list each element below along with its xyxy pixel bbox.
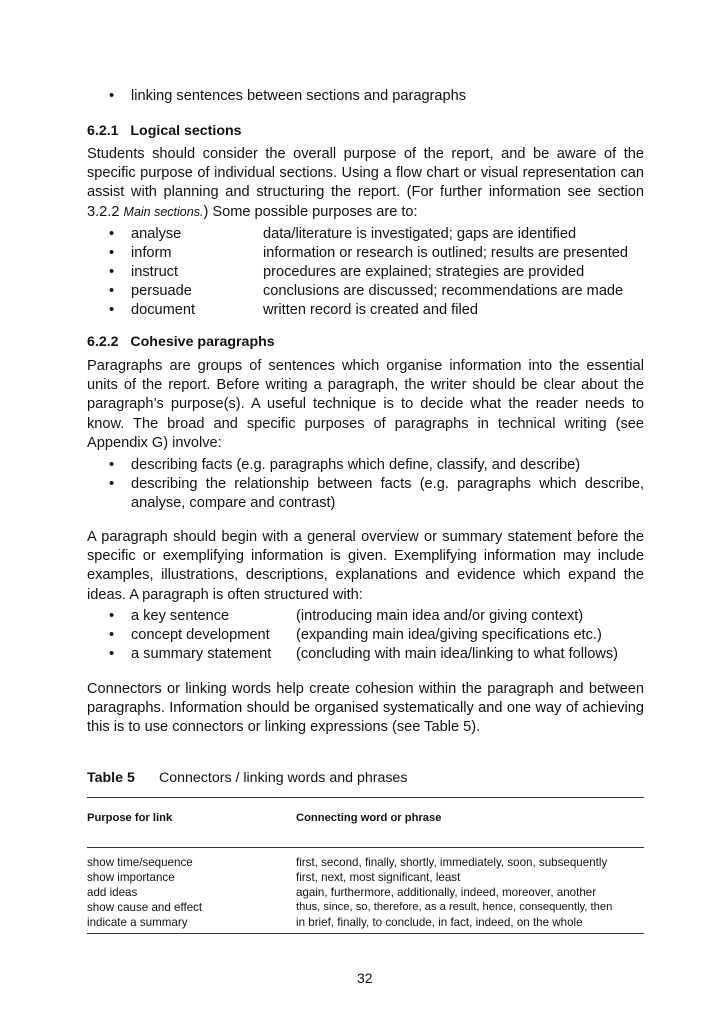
paragraph: Connectors or linking words help create cohesion within the paragraph and between paragraphs. Information should be organised systematically and one way of achieving this is to use connectors or linking expressions (see Table 5). [87, 681, 644, 736]
bullet-icon: • [109, 226, 115, 242]
col-header-purpose: Purpose for link [87, 812, 173, 824]
table-label: Table 5 [87, 770, 135, 786]
table-top-rule [87, 797, 644, 798]
list-item-continuation: analyse, compare and contrast) [131, 495, 336, 511]
table-header-rule [87, 847, 644, 848]
table-caption [87, 770, 408, 786]
table-row: show cause and effect thus, since, so, therefore, as a result, hence, consequently, then [87, 901, 613, 914]
bullet-icon: • [109, 476, 115, 492]
paragraph: A paragraph should begin with a general overview or summary statement before the specific or exemplifying information is given. Exemplifying information may include examples, illustrations, descriptions, explanations and evidence which expand the ideas. A paragraph is often structured with: [87, 529, 644, 603]
table-title: Connectors / linking words and phrases [159, 770, 408, 786]
section-heading-6-2-1: 6.2.1 Logical sections [87, 123, 242, 139]
bullet-icon: • [109, 264, 115, 280]
table-row: show time/sequence first, second, finally, shortly, immediately, soon, subsequently [87, 856, 608, 869]
bullet-icon: • [109, 608, 115, 624]
table-row: indicate a summary in brief, finally, to conclude, in fact, indeed, on the whole [87, 916, 583, 929]
section-link[interactable]: Main sections. [123, 204, 204, 219]
table-row: show importance first, next, most significant, least [87, 871, 461, 884]
table-header [87, 811, 644, 826]
bullet-icon: • [109, 627, 115, 643]
paragraph: Students should consider the overall purpose of the report, and be aware of the specific purpose of individual sections. Using a flow chart or visual representation can assist with planning and structuring the report. (For further information see section 3.2.2 Main sections.) Some possible purposes are to: [87, 146, 644, 220]
col-header-connecting: Connecting word or phrase [296, 812, 442, 824]
bullet-icon: • [109, 646, 115, 662]
bullet-icon: • [109, 302, 115, 318]
table-row: add ideas again, furthermore, additionally, indeed, moreover, another [87, 886, 597, 899]
bullet-icon: • [109, 457, 115, 473]
bullet-icon: • [109, 283, 115, 299]
bullet-icon: • [109, 88, 115, 104]
paragraph: Paragraphs are groups of sentences which organise information into the essential units of the report. Before writing a paragraph, the writer should be clear about the paragraph’s purpose(s). A useful technique is to decide what the reader needs to know. The broad and specific purposes of paragraphs in technical writing (see Appendix G) involve: [87, 358, 644, 451]
bullet-icon: • [109, 245, 115, 261]
table-bottom-rule [87, 933, 644, 934]
page-number: 32 [357, 970, 373, 986]
section-heading-6-2-2: 6.2.2 Cohesive paragraphs [87, 334, 275, 350]
